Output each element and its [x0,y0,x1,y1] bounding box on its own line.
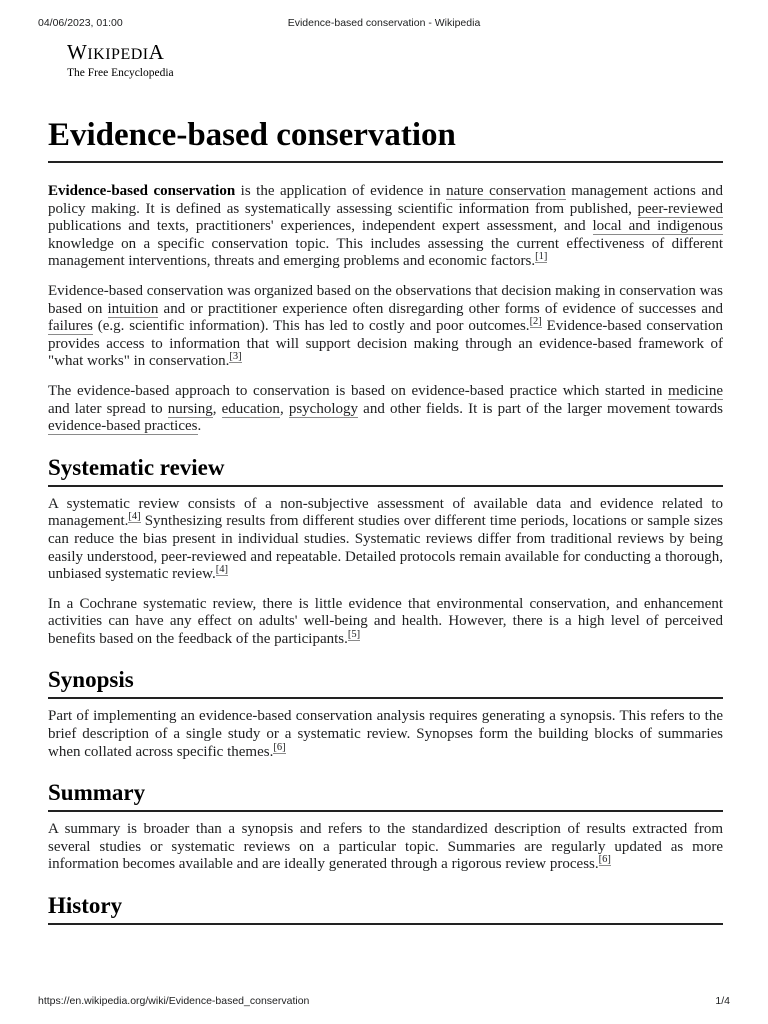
page-title: Evidence-based conservation [48,112,723,163]
wikipedia-wordmark: WIKIPEDIA [67,40,165,64]
section-heading-synopsis: Synopsis [48,666,723,699]
citation-3[interactable]: [3] [229,351,242,363]
citation-2[interactable]: [2] [529,316,542,328]
citation-4-repeat[interactable]: [4] [215,564,228,576]
citation-6-repeat[interactable]: [6] [598,854,611,866]
print-page-title: Evidence-based conservation - Wikipedia [287,17,481,29]
lead-paragraph-1: Evidence-based conservation is the application of evidence in nature conservation management actions and policy making. It is defined as systematically assessing scientific information from published, peer-reviewed publications and texts, practitioners' experiences, independent expert assessment, and local and indigenous knowledge on a specific conservation topic. This includes assessing the current effectiveness of different management interventions, threats and emerging problems and economic factors.[1] [48,183,724,270]
article-content [48,112,723,934]
link-nursing[interactable]: nursing [167,400,213,417]
citation-5[interactable]: [5] [347,628,361,640]
citation-4[interactable]: [4] [128,511,141,523]
citation-1[interactable]: [1] [535,251,548,263]
link-psychology[interactable]: psychology [288,400,359,417]
bold-term: Evidence-based conservation [48,183,236,199]
section-heading-history: History [48,892,723,925]
print-date: 04/06/2023, 01:00 [38,17,123,29]
link-nature-conservation[interactable]: nature conservation [446,183,566,199]
print-url: https://en.wikipedia.org/wiki/Evidence-based_conservation [38,995,310,1007]
link-intuition[interactable]: intuition [107,300,159,317]
systematic-review-paragraph-1: A systematic review consists of a non-subjective assessment of available data and evidence related to management.[4] Synthesizing results from different studies over different time periods, locations or sample sizes can reduce the bias present in individual studies. Systematic reviews differ from traditional reviews by being easily understood, peer-reviewed and repeatable. Detailed protocols remain available for conducting a thorough, unbiased systematic review.[4] [48,495,723,583]
synopsis-paragraph: Part of implementing an evidence-based conservation analysis requires generating a synopsis. This refers to the brief description of a single study or a systematic review. Synopses form the building blocks of summaries when collated across specific themes.[6] [48,708,723,760]
link-medicine[interactable]: medicine [668,382,723,399]
print-footer [38,995,730,1009]
print-header [38,17,730,31]
systematic-review-paragraph-2: In a Cochrane systematic review, there is little evidence that environmental conservation, and enhancement activities can have any effect on adults' well-being and health. However, there is a high level of perceived benefits based on the feedback of the participants.[5] [48,595,723,647]
lead-paragraph-3: The evidence-based approach to conservation is based on evidence-based practice which started in medicine and later spread to nursing, education, psychology and other fields. It is part of the larger movement towards evidence-based practices. [48,382,724,435]
wikipedia-tagline: The Free Encyclopedia [67,67,174,79]
link-education[interactable]: education [221,400,280,417]
section-heading-systematic-review: Systematic review [48,454,723,487]
section-heading-summary: Summary [48,779,723,812]
summary-paragraph: A summary is broader than a synopsis and refers to the standardized description of results extracted from several studies or systematic reviews on a particular topic. Summaries are regularly updated as more information becomes available and are ideally generated through a rigorous review process.[6] [48,821,723,873]
link-peer-reviewed[interactable]: peer-reviewed [637,200,723,217]
print-page-number: 1/4 [715,995,730,1007]
link-failures[interactable]: failures [48,318,93,335]
link-evidence-based-practices[interactable]: evidence-based practices [48,418,198,435]
citation-6[interactable]: [6] [273,741,286,753]
link-local-and-indigenous[interactable]: local and indigenous [592,218,723,235]
wikipedia-logo[interactable] [67,40,174,80]
lead-paragraph-2: Evidence-based conservation was organized based on the observations that decision making in conservation was based on intuition and or practitioner experience often disregarding other forms of evidence of successes and failures (e.g. scientific information). This has led to costly and poor outcomes.[2] Evidence-based conservation provides access to information that will support decision making through an evidence-based framework of "what works" in conservation.[3] [48,282,724,370]
